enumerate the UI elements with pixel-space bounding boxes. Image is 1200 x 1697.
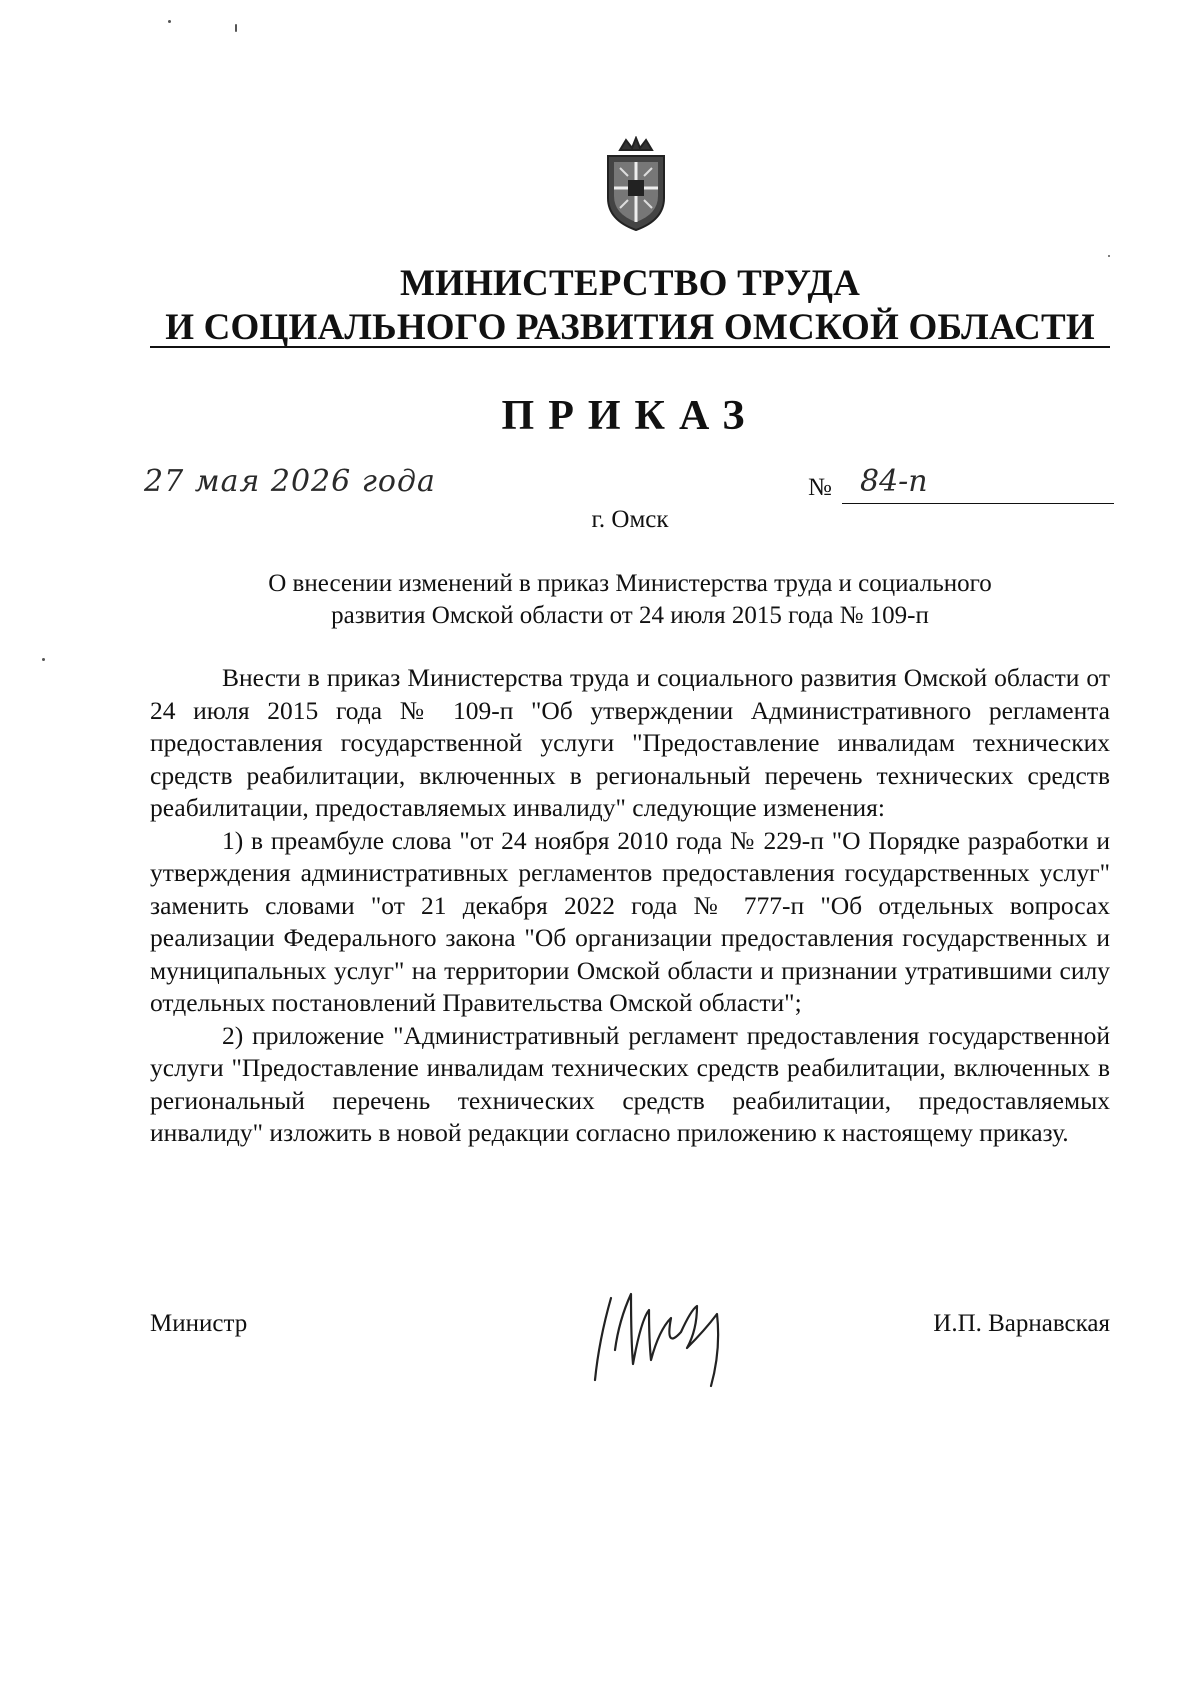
subject-line-1: О внесении изменений в приказ Министерства труда и социального [268,570,992,597]
ministry-name [150,262,1110,350]
scan-speck [235,24,237,32]
document-type-title: ПРИКАЗ [501,393,759,439]
header-divider [150,346,1110,348]
handwritten-signature-icon [585,1280,745,1400]
scan-speck [168,20,171,23]
body-intro-paragraph: Внести в приказ Министерства труда и социального развития Омской области от 24 июля 2015 года № 109-п "Об утверждении Административного регламента предоставления государственной услуги "Предоставление инвалидам технических средств реабилитации, включенных в региональный перечень технических средств реабилитации, предоставляемых инвалиду" следующие изменения: [150,663,1110,822]
order-number-underline [842,503,1114,504]
ministry-line-2: И СОЦИАЛЬНОГО РАЗВИТИЯ ОМСКОЙ ОБЛАСТИ [165,307,1095,348]
signer-title: Министр [150,1310,248,1337]
body-item-2: 2) приложение "Административный регламент предоставления государственной услуги "Предоставление инвалидам технических средств реабилитации, включенных в региональный перечень технических средств реабилитации, предоставляемых инвалиду" изложить в новой редакции согласно приложению к настоящему приказу. [150,1020,1110,1147]
order-number-handwritten: 84-п [860,464,928,499]
order-date-handwritten: 27 мая 2026 года [144,464,436,499]
subject-line-2: развития Омской области от 24 июля 2015 года № 109-п [331,602,929,629]
coat-of-arms-icon [598,136,674,232]
order-subject [150,568,1110,632]
order-body [150,662,1110,1150]
city-name: г. Омск [591,506,669,533]
order-number-label: № [808,474,832,501]
scan-speck [42,658,45,661]
body-item-1: 1) в преамбуле слова "от 24 ноября 2010 года № 229-п "О Порядке разработки и утверждения административных регламентов предоставления государственных услуг" заменить словами "от 21 декабря 2022 года № 777-п "Об отдельных вопросах реализации Федерального закона "Об организации предоставления государственных и муниципальных услуг" на территории Омской области и признании утратившими силу отдельных постановлений Правительства Омской области"; [150,825,1110,1017]
signer-name: И.П. Варнавская [933,1310,1110,1337]
scan-speck [1108,255,1110,257]
ministry-line-1: МИНИСТЕРСТВО ТРУДА [399,263,861,304]
